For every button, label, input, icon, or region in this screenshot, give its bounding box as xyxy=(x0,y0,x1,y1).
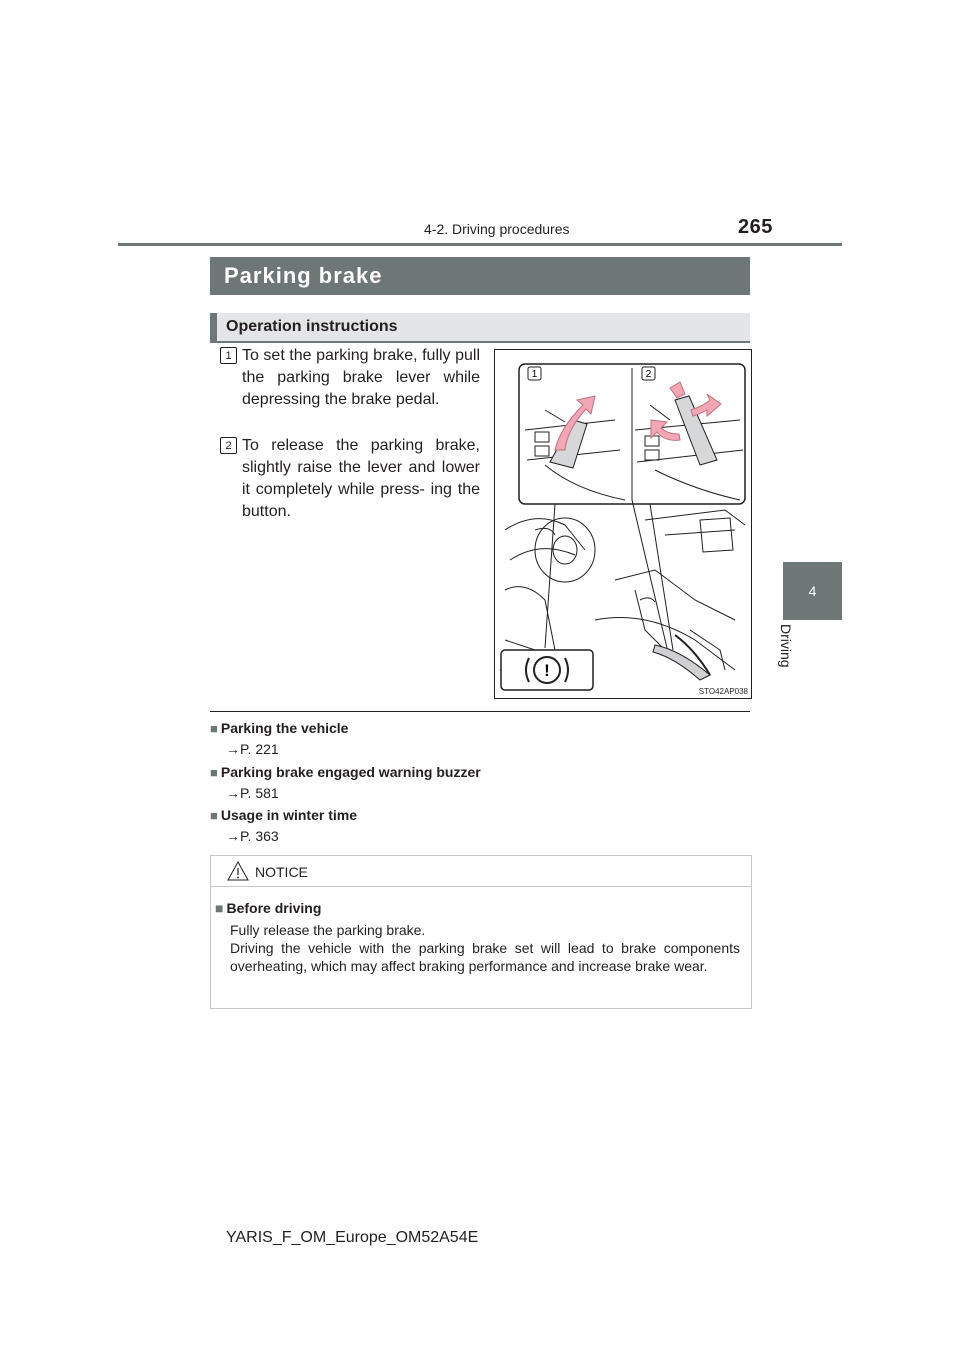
note-reference-link[interactable]: →P. 363 xyxy=(226,828,279,844)
note-heading xyxy=(210,764,481,780)
step-text: To set the parking brake, fully pull the parking brake lever while depressing the brake pedal. xyxy=(242,347,480,408)
page-title: Parking brake xyxy=(224,263,383,288)
notice-label: NOTICE xyxy=(255,864,308,880)
notice-body xyxy=(230,921,740,975)
footer-doc-code: YARIS_F_OM_Europe_OM52A54E xyxy=(226,1229,479,1246)
callout-1: 1 xyxy=(531,369,538,380)
note-heading-text: Parking brake engaged warning buzzer xyxy=(220,764,481,780)
subtitle-bar xyxy=(210,313,750,343)
parking-brake-illustration xyxy=(494,349,752,699)
note-heading xyxy=(210,807,357,823)
square-bullet-icon: ■ xyxy=(210,721,218,736)
notice-box xyxy=(210,855,752,1009)
notice-header xyxy=(211,856,751,887)
subtitle-accent xyxy=(210,313,217,341)
header-divider xyxy=(118,243,842,246)
title-bar xyxy=(210,257,750,295)
warning-symbol: ! xyxy=(544,661,550,680)
chapter-label-text: Driving xyxy=(778,624,794,668)
chapter-label xyxy=(776,624,816,684)
step-text: To release the parking brake, slightly raise the lever and lower it completely while press- ing the button. xyxy=(242,437,480,520)
subtitle: Operation instructions xyxy=(226,318,398,335)
notice-heading-text: Before driving xyxy=(226,900,322,916)
square-bullet-icon: ■ xyxy=(210,765,218,780)
square-bullet-icon: ■ xyxy=(210,808,218,823)
notice-body-line: Fully release the parking brake. xyxy=(230,922,426,938)
illustration-drawing xyxy=(495,350,751,698)
chapter-tab[interactable] xyxy=(783,562,842,620)
section-reference: 4-2. Driving procedures xyxy=(424,221,570,237)
note-heading-text: Parking the vehicle xyxy=(220,720,349,736)
note-reference-link[interactable]: →P. 581 xyxy=(226,785,279,801)
warning-triangle-icon xyxy=(227,861,249,881)
page-number: 265 xyxy=(738,216,773,238)
notice-heading xyxy=(215,900,321,916)
section-divider xyxy=(210,711,750,712)
note-heading xyxy=(210,720,348,736)
square-bullet-icon: ■ xyxy=(215,900,224,916)
figure-code: STO42AP038 xyxy=(698,687,748,696)
chapter-number: 4 xyxy=(808,583,817,599)
callout-2: 2 xyxy=(645,369,652,380)
steering-wheel xyxy=(535,518,595,582)
note-heading-text: Usage in winter time xyxy=(220,807,358,823)
notice-body-line: Driving the vehicle with the parking brake set will lead to brake components overheating, which may affect braking performance and increase brake wear. xyxy=(230,940,740,974)
note-reference-link[interactable]: →P. 221 xyxy=(226,741,279,757)
step-number: 2 xyxy=(220,437,237,454)
step-number: 1 xyxy=(220,347,237,364)
